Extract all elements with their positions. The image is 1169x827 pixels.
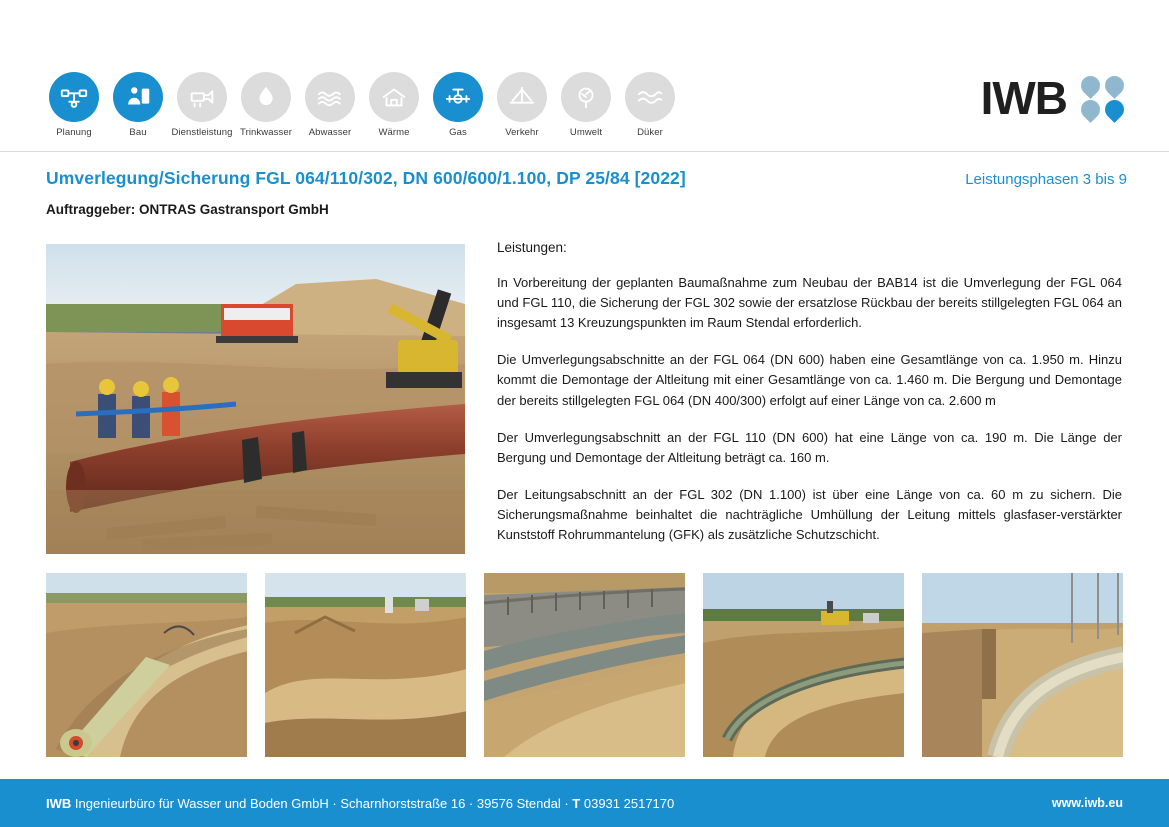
footer-phone-label: T [572,795,581,811]
service-phases-label: Leistungsphasen 3 bis 9 [965,171,1127,188]
company-logo [981,74,1127,122]
service-icon-row [46,72,678,138]
service-item-trinkwasser[interactable] [238,72,294,138]
service-item-dienstleistung[interactable] [171,72,233,138]
pipeline-in-trench-photo [46,573,247,757]
services-text-column [497,238,1122,562]
service-item-gas[interactable] [430,72,486,138]
gas-valve-icon [433,72,483,122]
environment-tree-icon [561,72,611,122]
service-item-planung[interactable] [46,72,102,138]
pipeline-curve-photo [703,573,904,757]
excavated-trench-photo [265,573,466,757]
services-heading: Leistungen: [497,240,567,255]
service-item-waerme[interactable] [366,72,422,138]
four-droplets-icon [1079,74,1127,122]
page-footer [0,779,1169,827]
service-label: Umwelt [569,127,603,138]
footer-website[interactable]: www.iwb.eu [1051,796,1123,810]
footer-contact [46,796,674,811]
service-item-umwelt[interactable] [558,72,614,138]
large-diameter-pipe-trench-photo [922,573,1123,757]
services-paragraph: In Vorbereitung der geplanten Baumaßnahme zum Neubau der BAB14 ist die Umverlegung der FGL 064 und FGL 110, die Sicherung der FGL 302 sowie der ersatzlose Rückbau der bereits stillgelegten FGL 064 an insgesamt 13 Kreuzungspunkten im Raum Stendal erforderlich. [497,274,1122,331]
drafting-plan-icon [49,72,99,122]
logo-wordmark: IWB [980,72,1067,124]
service-label: Dienstleistung [171,127,233,138]
construction-site-pipeline-photo [46,244,465,554]
footer-company: IWB [46,795,72,811]
page-header [0,0,1169,152]
footer-phone: 03931 2517170 [580,795,675,811]
photo-thumbnail-strip [46,573,1123,757]
page-title: Umverlegung/Sicherung FGL 064/110/302, DN 600/600/1.100, DP 25/84 [2022] [46,168,686,188]
construction-worker-icon [113,72,163,122]
services-paragraph: Die Umverlegungsabschnitte an der FGL 064 (DN 600) haben eine Gesamtlänge von ca. 1.950 m. Hinzu kommt die Demontage der Altleitung mit einer Gesamtlänge von ca. 1.460 m. Die Bergung und Demontage der bereits stillgelegten FGL 064 (DN 400/300) erfolgt auf einer Länge von ca. 2.600 m [497,352,1122,408]
client-label: Auftraggeber: ONTRAS Gastransport GmbH [46,202,329,217]
pipe-sections-in-trench-photo [484,573,685,757]
traffic-bridge-icon [497,72,547,122]
waste-water-icon [305,72,355,122]
service-tool-icon [177,72,227,122]
service-label: Düker [637,127,663,138]
service-item-bau[interactable] [110,72,166,138]
service-label: Trinkwasser [240,127,292,138]
services-paragraph: Der Umverlegungsabschnitt an der FGL 110 (DN 600) hat eine Länge von ca. 190 m. Die Länge der Bergung und Demontage der Altleitung beträgt ca. 160 m. [497,429,1122,465]
service-item-dueker[interactable] [622,72,678,138]
services-paragraph: Der Leitungsabschnitt an der FGL 302 (DN 1.100) ist über eine Länge von ca. 60 m zu sichern. Die Sicherungsmaßnahme beinhaltet die nachträgliche Umhüllung der Leitung mittels glasfaser-verstärkter Kunststoff Rohrummantelung (GFK) als zusätzliche Schutzschicht. [497,487,1122,543]
service-label: Abwasser [308,127,352,138]
drinking-water-drop-icon [241,72,291,122]
service-label: Planung [56,127,92,138]
title-row [46,168,1127,189]
service-label: Gas [449,127,467,138]
service-item-abwasser[interactable] [302,72,358,138]
service-label: Bau [129,127,147,138]
service-item-verkehr[interactable] [494,72,550,138]
culvert-wave-icon [625,72,675,122]
service-label: Wärme [378,127,410,138]
heat-house-icon [369,72,419,122]
service-label: Verkehr [505,127,539,138]
footer-address: Ingenieurbüro für Wasser und Boden GmbH · Scharnhorststraße 16 · 39576 Stendal · [71,795,573,811]
